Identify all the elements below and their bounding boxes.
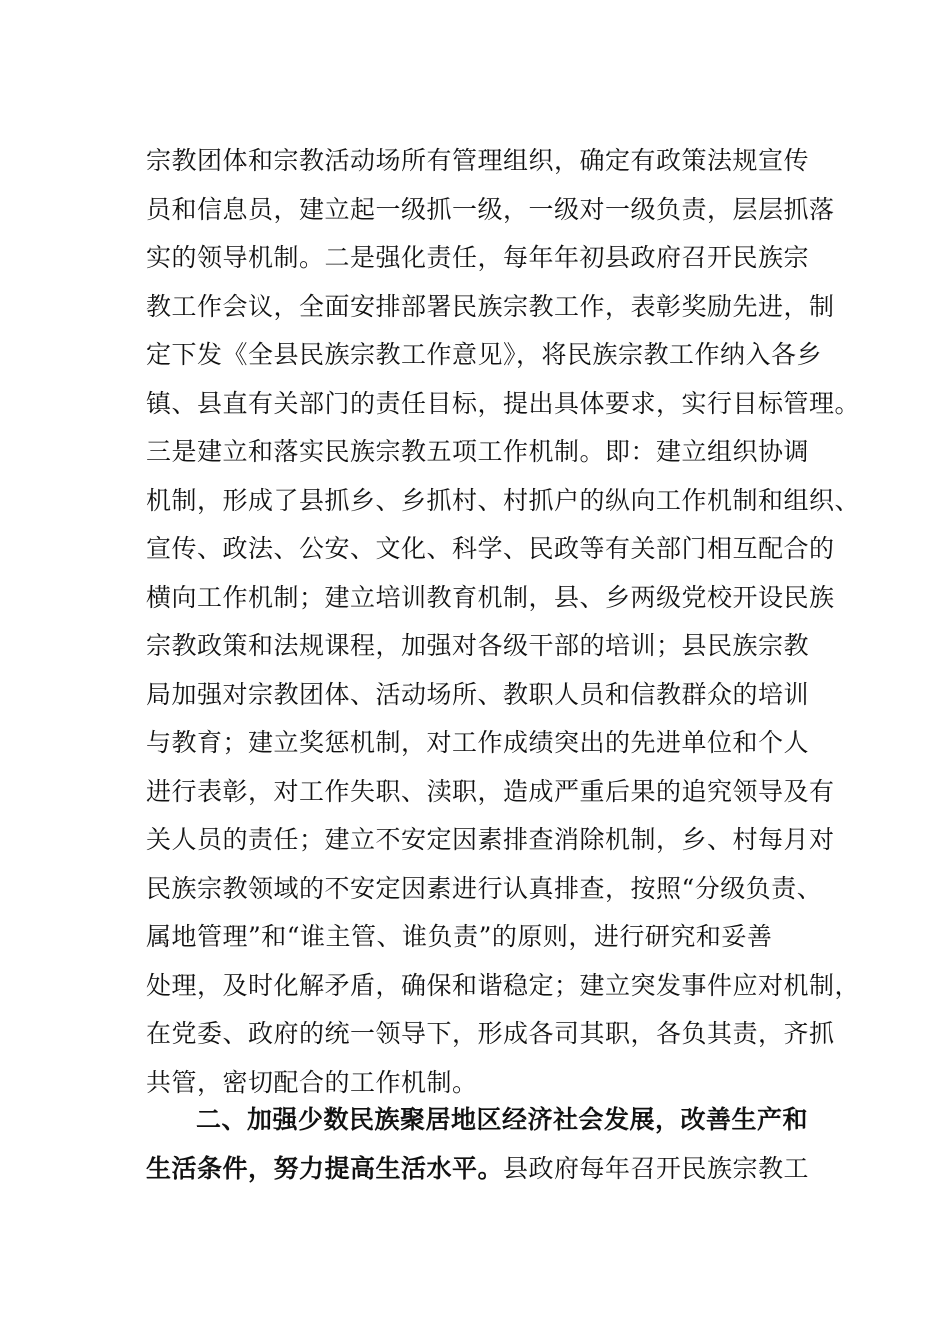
- text-line: 员和信息员，建立起一级抓一级，一级对一级负责，层层抓落: [146, 194, 835, 224]
- text-line: [146, 1096, 810, 1145]
- text-line: [146, 1145, 810, 1194]
- text-line: 宗教政策和法规课程，加强对各级干部的培训；县民族宗教: [146, 631, 810, 660]
- section-heading-paragraph: [146, 1096, 810, 1193]
- section-heading-text: 二、加强少数民族聚居地区经济社会发展，改善生产和: [196, 1105, 809, 1134]
- text-line: 宣传、政法、公安、文化、科学、民政等有关部门相互配合的: [146, 534, 835, 563]
- text-line: 宗教团体和宗教活动场所有管理组织，确定有政策法规宣传: [146, 146, 810, 175]
- text-line: 三是建立和落实民族宗教五项工作机制。即：建立组织协调: [146, 437, 810, 466]
- text-line: 局加强对宗教团体、活动场所、教职人员和信教群众的培训: [146, 679, 810, 709]
- text-line: 定下发《全县民族宗教工作意见》，将民族宗教工作纳入各乡: [146, 340, 823, 369]
- text-line: 进行表彰，对工作失职、渎职，造成严重后果的追究领导及有: [146, 776, 835, 806]
- text-line: 镇、县直有关部门的责任目标，提出具体要求，实行目标管理。: [146, 388, 861, 418]
- text-line: 机制，形成了县抓乡、乡抓村、村抓户的纵向工作机制和组织、: [146, 485, 861, 515]
- section-heading-text: 生活条件，努力提高生活水平。: [146, 1153, 504, 1183]
- text-line: 民族宗教领域的不安定因素进行认真排查，按照“分级负责、: [146, 873, 823, 903]
- text-line: 与教育；建立奖惩机制，对工作成绩突出的先进单位和个人: [146, 728, 810, 757]
- text-line: 教工作会议，全面安排部署民族宗教工作，表彰奖励先进，制: [146, 291, 835, 321]
- text-line: 在党委、政府的统一领导下，形成各司其职，各负其责，齐抓: [146, 1019, 835, 1048]
- text-line: 处理，及时化解矛盾，确保和谐稳定；建立突发事件应对机制，: [146, 970, 861, 1000]
- text-line: 横向工作机制；建立培训教育机制，县、乡两级党校开设民族: [146, 582, 835, 612]
- body-text: 县政府每年召开民族宗教工: [503, 1153, 810, 1183]
- text-line: 属地管理”和“谁主管、谁负责”的原则，进行研究和妥善: [146, 922, 773, 951]
- text-line: 实的领导机制。二是强化责任，每年年初县政府召开民族宗: [146, 243, 810, 272]
- text-line: 共管，密切配合的工作机制。: [146, 1067, 478, 1097]
- text-line: 关人员的责任；建立不安定因素排查消除机制，乡、村每月对: [146, 825, 835, 854]
- body-paragraph: [146, 137, 861, 1107]
